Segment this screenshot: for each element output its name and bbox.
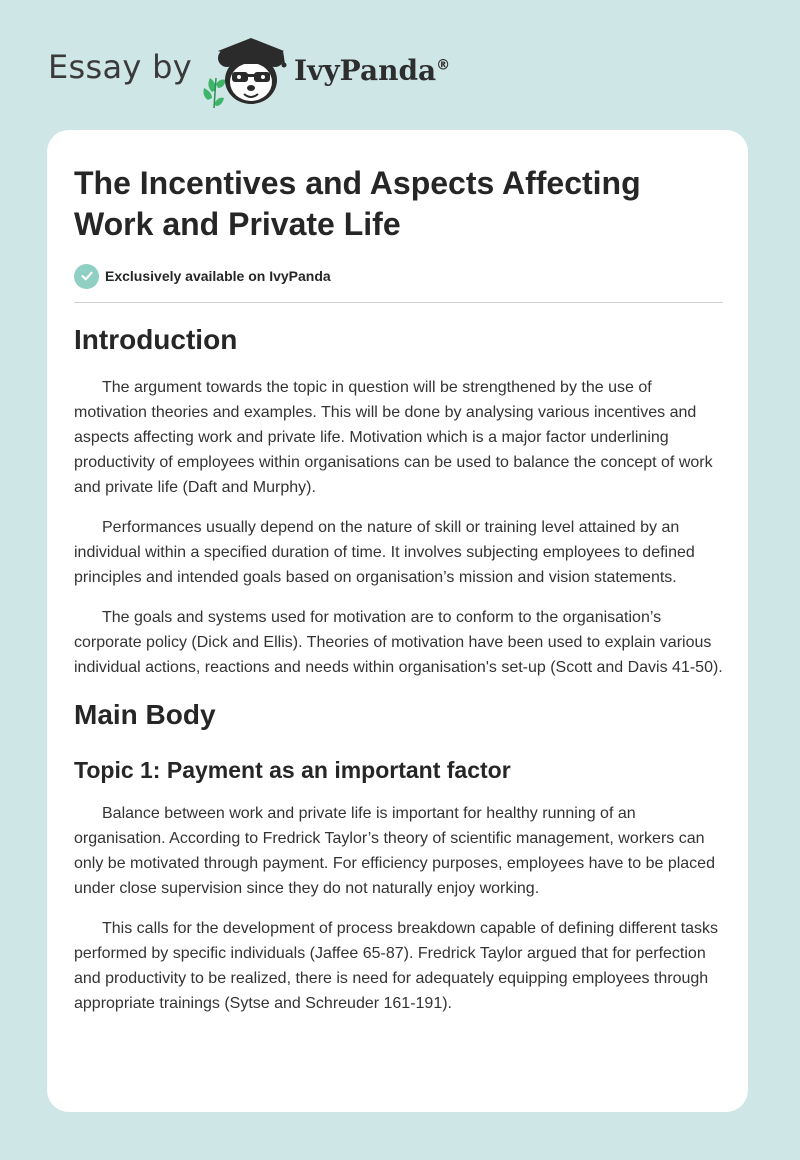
- badge-label: Exclusively available on IvyPanda: [105, 268, 331, 284]
- essay-title: The Incentives and Aspects Affecting Work and Private Life: [74, 165, 641, 242]
- paragraph: This calls for the development of process breakdown capable of defining different tasks performed by specific individuals (Jaffee 65-87). Fredrick Taylor argued that for perfection and productivity to be realized, there is need for adequately equipping employees through appropriate trainings (Sytse and Schreuder 161-191).: [74, 920, 719, 1012]
- brand-name: IvyPanda®: [294, 54, 451, 87]
- paragraph: The argument towards the topic in question will be strengthened by the use of motivation theories and examples. This will be done by analysing various incentives and aspects affecting work and private life. Motivation which is a major factor underlining productivity of employees within organisations can be used to balance the concept of work and private life (Daft and Murphy).: [74, 379, 713, 496]
- check-icon: [74, 264, 99, 289]
- section-heading-introduction: Introduction: [74, 324, 238, 355]
- brand-prefix: Essay by: [48, 48, 192, 86]
- subsection-heading-topic-1: Topic 1: Payment as an important factor: [74, 757, 511, 783]
- paragraph: The goals and systems used for motivation are to conform to the organisation’s corporate policy (Dick and Ellis). Theories of motivation have been used to explain various individual actions, reactions and needs within organisation's set-up (Scott and Davis 41-50).: [74, 609, 723, 676]
- divider: [74, 302, 723, 303]
- essay-card: [47, 130, 748, 1112]
- paragraph: Performances usually depend on the nature of skill or training level attained by an individual within a specified duration of time. It involves subjecting employees to defined principles and intended goals based on organisation’s mission and vision statements.: [74, 519, 695, 586]
- exclusive-badge: [74, 263, 331, 289]
- paragraph: Balance between work and private life is important for healthy running of an organisation. According to Fredrick Taylor’s theory of scientific management, workers can only be motivated through payment. For efficiency purposes, employees have to be placed under close supervision since they do not naturally enjoy working.: [74, 805, 715, 897]
- registered-mark: ®: [436, 57, 451, 74]
- section-heading-main-body: Main Body: [74, 699, 216, 730]
- brand-header: [48, 34, 508, 114]
- panda-logo-icon: [202, 34, 294, 110]
- essay-body: [74, 322, 726, 1016]
